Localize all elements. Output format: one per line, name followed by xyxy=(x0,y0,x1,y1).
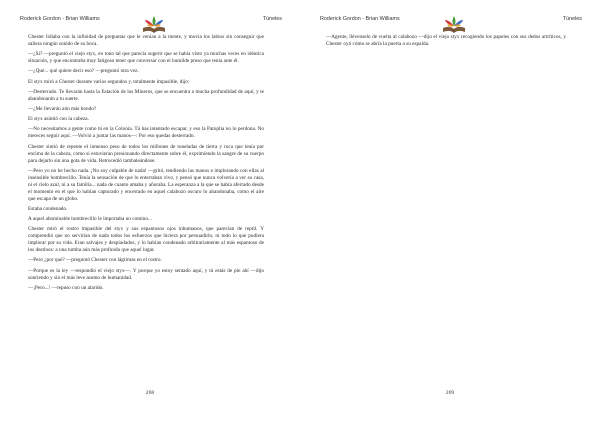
right-page xyxy=(300,0,600,424)
paragraph: —Pero yo no he hecho nada. ¡No soy culpable de nada! —gritó, tendiendo las manos e implorando con ellas al insensible hombrecillo. Tenía la sensación de que lo enterraban vivo, y pensó que nunca volvería a ver su casa, ni el cielo azul, ni a su familia... nada de cuanto amaba y añoraba. La esperanza a la que se había aferrado desde el momento en el que lo habían capturado y encerrado en aquel calabozo oscuro lo abandonaba, como el aire que escapa de un globo. xyxy=(28,167,264,202)
running-head xyxy=(20,12,282,26)
paragraph: —No necesitamos a gente como tú en la Colonia. Tú has intentado escapar, y eso la Patoplia no lo perdona. No mereces seguir aquí. —Volvió a juntar las manos—: Por eso quedas desterrado. xyxy=(28,126,264,140)
header-title: Túneles xyxy=(262,16,282,22)
paragraph: A aquel abominable hombrecillo le importaba un comino... xyxy=(28,216,152,223)
running-head xyxy=(320,12,582,26)
paragraph: —Agente, llévenselo de vuelta al calabozo —dijo el viejo styx recogiendo los papeles con sus dedos artríticos, y Chester oyó cómo se abría la puerta a su espalda. xyxy=(326,34,566,47)
page-number: 269 xyxy=(445,390,455,396)
paragraph: Estaba condenado. xyxy=(28,205,68,212)
paragraph: —¿Sí? —preguntó el viejo styx, en tono tal que parecía sugerir que se había visto ya muchas veces en idéntica situación, y que encontraba muy fatigoso tener que conversar con el humilde preso que tenía ante él. xyxy=(28,51,264,65)
paragraph: —Porque es la ley —respondió el viejo styx—. Y porque yo estoy sentado aquí, y tú estás de pie ahí —dijo sonriendo y sin el más leve asomo de humanidad. xyxy=(28,267,264,281)
paragraph: El styx miró a Chester durante varios segundos y, totalmente impasible, dijo: xyxy=(28,78,190,85)
paragraph: —Pero ¿por qué? —preguntó Chester con lágrimas en el rostro. xyxy=(28,257,162,264)
paragraph: —¡Pero...! —repuso con un alarido. xyxy=(28,284,104,291)
paragraph: —¿Qué... qué quiere decir eso? —preguntó otra vez. xyxy=(28,68,139,75)
body-text xyxy=(326,34,566,51)
paragraph: Chester lidiaba con la infinidad de preguntas que le venían a la mente, y movía los labios sin conseguir que saliera ningún sonido de su boca. xyxy=(28,34,264,47)
paragraph: Chester miró el rostro impasible del styx y sus espantosos ojos inhumanos, que parecían de reptil. Y comprendió que no servirían de nada todos los esfuerzos que hiciera por persuadirlo, ni todo lo que pudiera implorar por su vida. Eran salvajes y despiadados, y lo habían condenado arbitrariamente al más espantoso de los destinos: a una tumba aún más profunda que aquel lugar. xyxy=(28,226,264,254)
header-author: Roderick Gordon - Brian Williams xyxy=(320,16,400,22)
paragraph: —¿Me llevarán aún más hondo? xyxy=(28,105,97,112)
book-logo-icon xyxy=(440,12,468,36)
page-number: 268 xyxy=(145,390,155,396)
paragraph: El styx asintió con la cabeza. xyxy=(28,116,89,123)
book-logo-icon xyxy=(140,12,168,36)
body-text xyxy=(28,34,264,295)
paragraph: Chester sintió de repente el inmenso peso de todos los millones de toneladas de tierra y roca que tenía por encima de la cabeza, como si estuvieran presionando directamente sobre él, exprimiendo la sangre de su cuerpo para dejarlo sin una gota de vida. Retrocedió tambaleándose. xyxy=(28,143,264,164)
header-title: Túneles xyxy=(562,16,582,22)
paragraph: —Desterrado. Te llevarán hasta la Estación de los Mineros, que se encuentra a mucha profundidad de aquí, y te abandonarán a tu suerte. xyxy=(28,88,264,102)
header-author: Roderick Gordon - Brian Williams xyxy=(20,16,100,22)
